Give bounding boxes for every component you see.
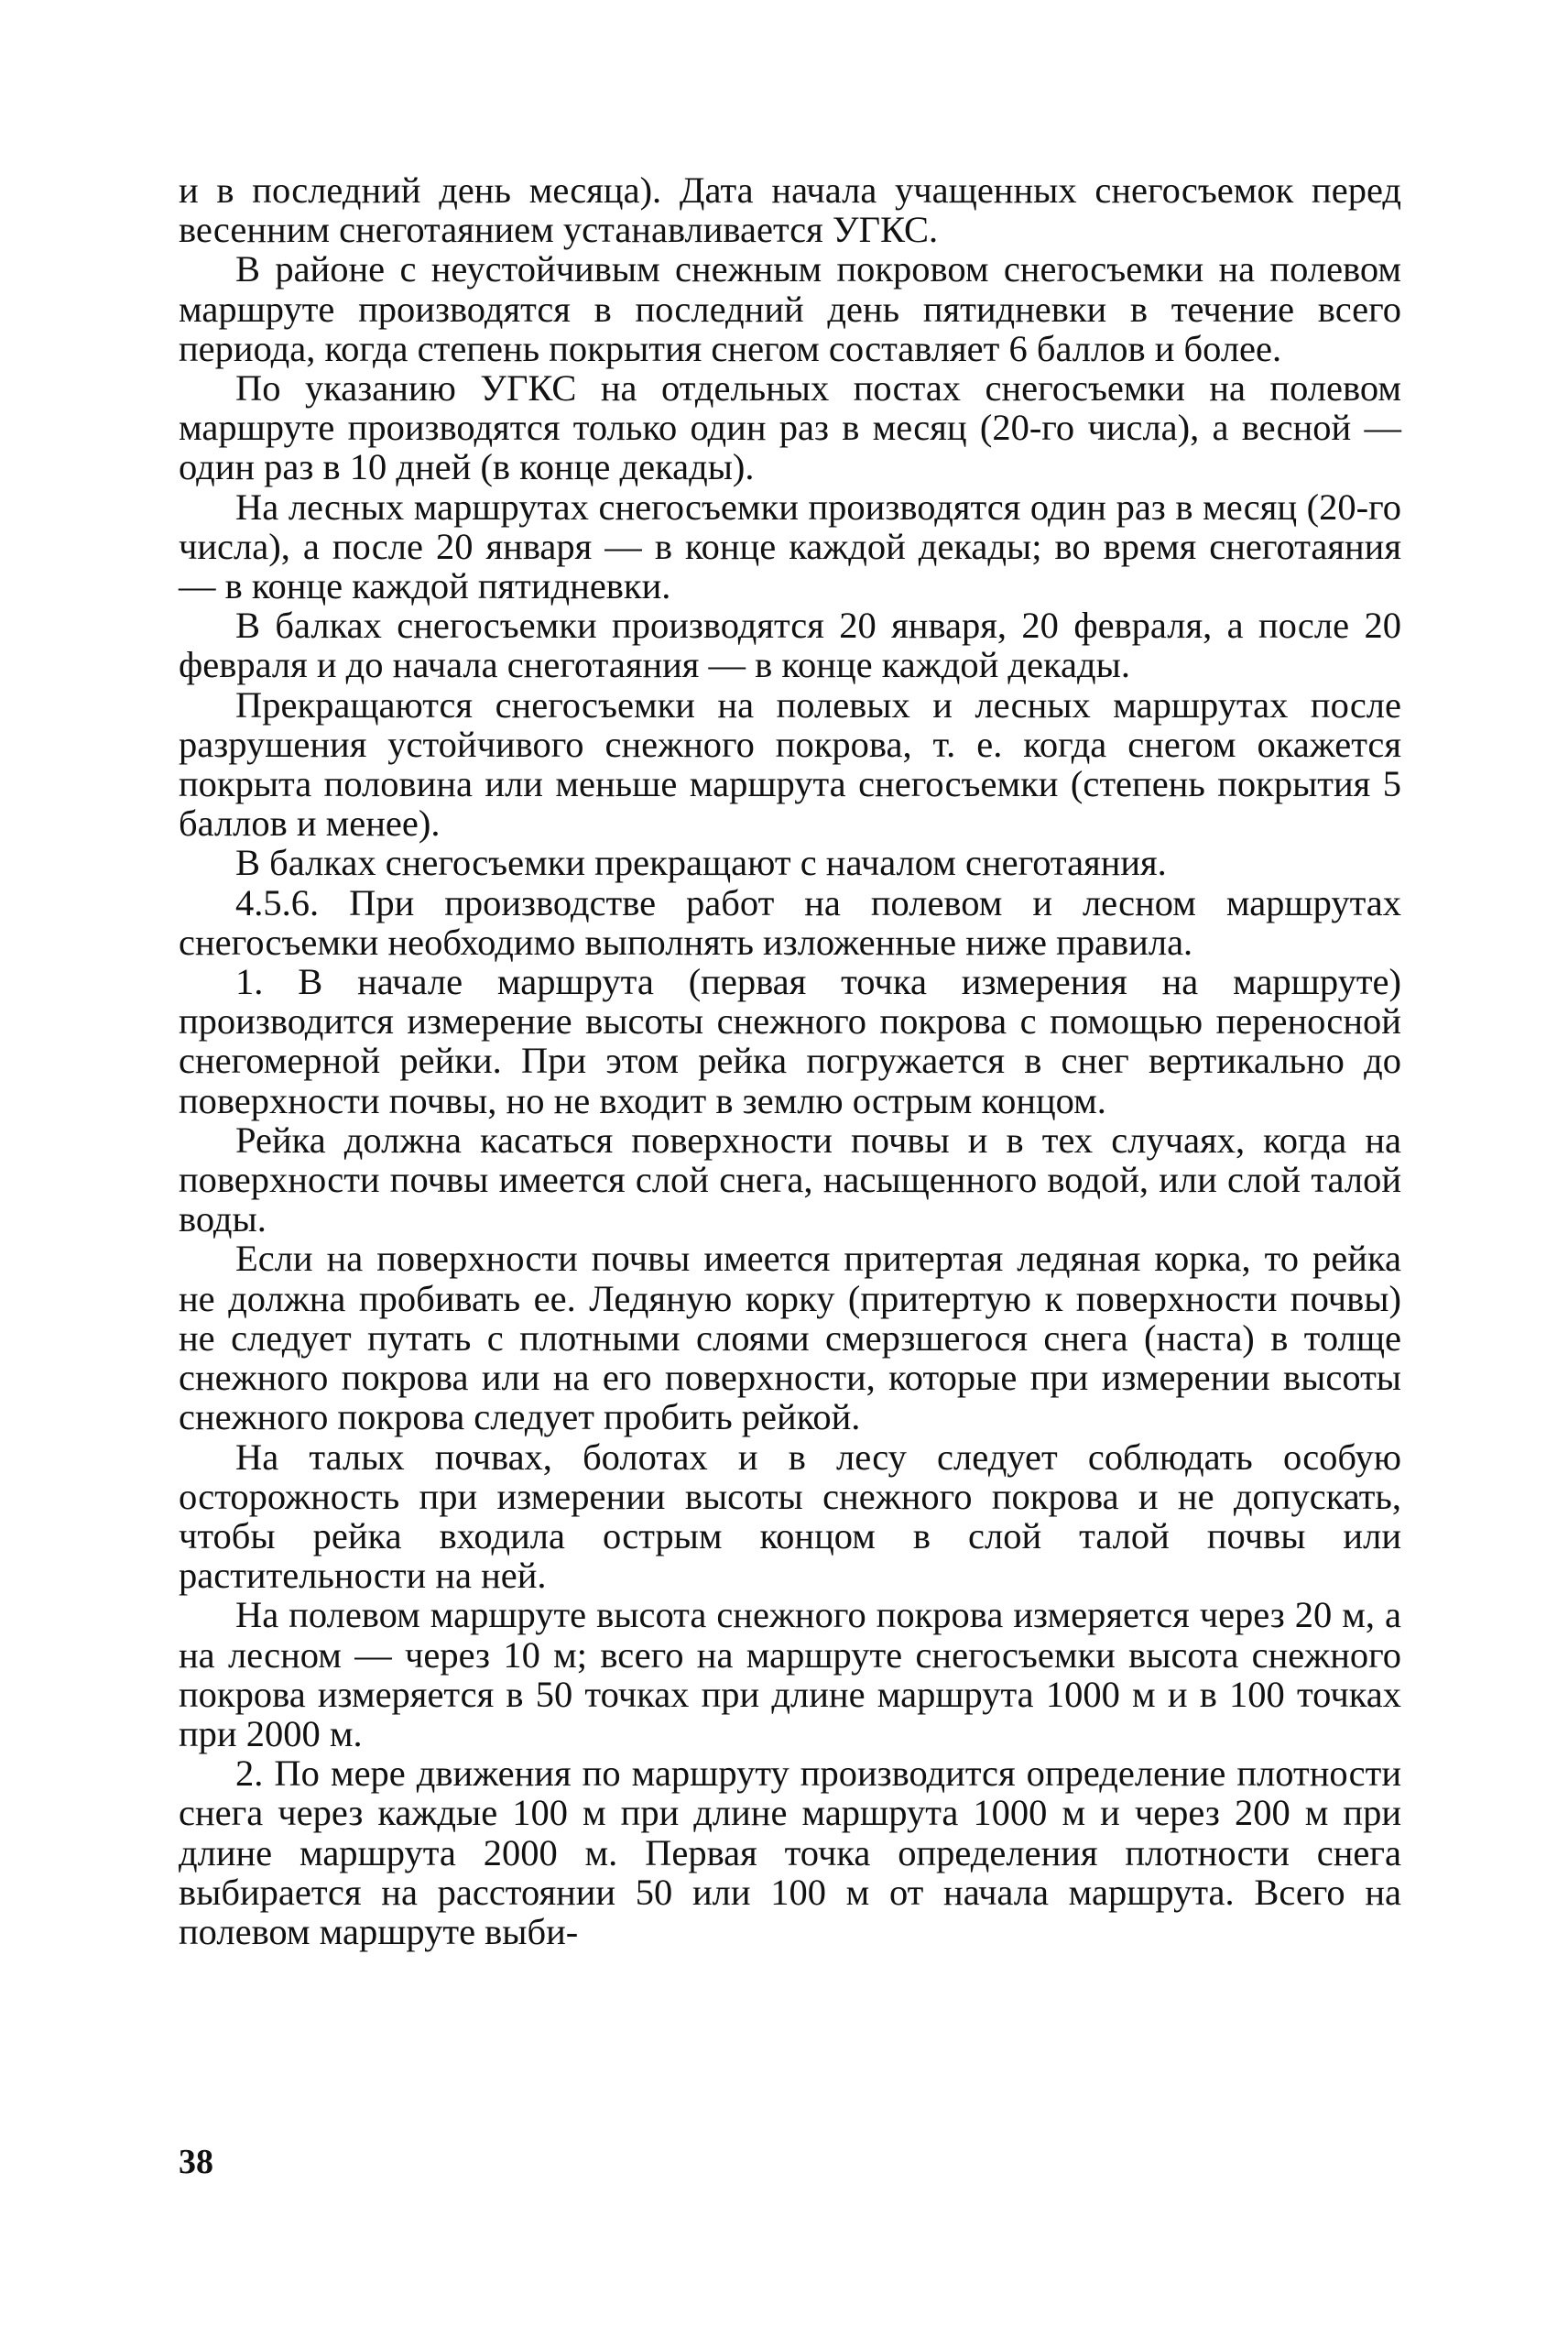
paragraph-rule-2: 2. По мере движения по маршруту производится определение плотности снега через каждые 100 м при длине маршрута 1000 м и через 200 м при длине маршрута 2000 м. Первая точка определения плотности снега выбирается на расстоянии 50 или 100 м от начала маршрута. Всего на полевом маршруте выби- bbox=[179, 1753, 1401, 1952]
paragraph: Прекращаются снегосъемки на полевых и лесных маршрутах после разрушения устойчивого снежного покрова, т. е. когда снегом окажется покрыта половина или меньше маршрута снегосъемки (степень покрытия 5 баллов и менее). bbox=[179, 683, 1401, 845]
paragraph: По указанию УГКС на отдельных постах снегосъемки на полевом маршруте производятся только один раз в месяц (20-го числа), а весной — один раз в 10 дней (в конце декады). bbox=[179, 367, 1401, 488]
page-text bbox=[179, 170, 1401, 1951]
paragraph: На полевом маршруте высота снежного покрова измеряется через 20 м, а на лесном — через 10 м; всего на маршруте снегосъемки высота снежного покрова измеряется в 50 точках при длине маршрута 1000 м и в 100 точках при 2000 м. bbox=[179, 1594, 1401, 1754]
paragraph: Если на поверхности почвы имеется притертая ледяная корка, то рейка не должна пробивать ее. Ледяную корку (притертую к поверхности почвы) не следует путать с плотными слоями смерзшегося снега (наста) в толще снежного покрова или на его поверхности, которые при измерении высоты снежного покрова следует пробить рейкой. bbox=[179, 1238, 1401, 1438]
paragraph: В балках снегосъемки производятся 20 января, 20 февраля, а после 20 февраля и до начала снеготаяния — в конце каждой декады. bbox=[179, 605, 1401, 686]
page-number: 38 bbox=[179, 2143, 213, 2181]
paragraph: На талых почвах, болотах и в лесу следует соблюдать особую осторожность при измерении высоты снежного покрова и не допускать, чтобы рейка входила острым концом в слой талой почвы или растительности на ней. bbox=[179, 1436, 1401, 1597]
paragraph: В балках снегосъемки прекращают с началом снеготаяния. bbox=[235, 842, 1167, 884]
paragraph-section-heading: 4.5.6. При производстве работ на полевом и лесном маршрутах снегосъемки необходимо выполнять изложенные ниже правила. bbox=[179, 881, 1401, 963]
paragraph: В районе с неустойчивым снежным покровом снегосъемки на полевом маршруте производятся в последний день пятидневки в течение всего периода, когда степень покрытия снегом составляет 6 баллов и более. bbox=[179, 248, 1401, 369]
paragraph-continuation: и в последний день месяца). Дата начала учащенных снегосъемок перед весенним снеготаянием устанавливается УГКС. bbox=[179, 169, 1401, 251]
paragraph: На лесных маршрутах снегосъемки производятся один раз в месяц (20-го числа), а после 20 января — в конце каждой декады; во время снеготаяния — в конце каждой пятидневки. bbox=[179, 486, 1401, 607]
paragraph-rule-1: 1. В начале маршрута (первая точка измерения на маршруте) производится измерение высоты снежного покрова с помощью переносной снегомерной рейки. При этом рейка погружается в снег вертикально до поверхности почвы, но не входит в землю острым концом. bbox=[179, 961, 1401, 1121]
paragraph: Рейка должна касаться поверхности почвы и в тех случаях, когда на поверхности почвы имеется слой снега, насыщенного водой, или слой талой воды. bbox=[179, 1119, 1401, 1240]
